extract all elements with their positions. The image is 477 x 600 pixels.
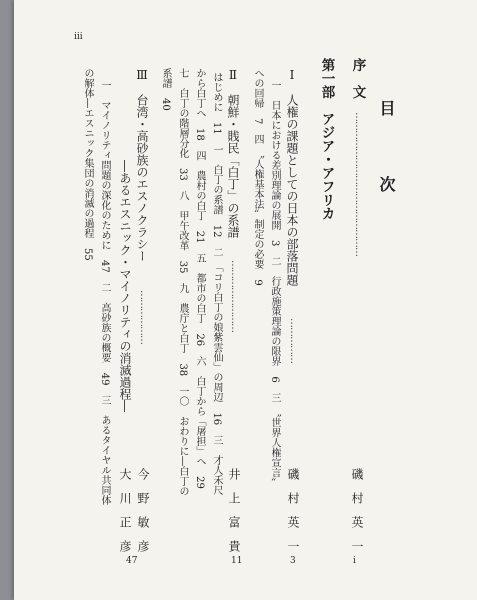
section-3-author: 今 野 敏 彦	[136, 468, 150, 552]
section-2-subsections-cont: 系譜 40	[160, 68, 171, 111]
page-number: iii	[74, 32, 83, 42]
part-title: 第一部 アジア・アフリカ	[318, 58, 335, 220]
leader-dots: ………………	[138, 290, 149, 344]
section-3-subtitle: ―あるエスニック・マイノリティの消滅過程―	[118, 160, 132, 412]
leader-dots: ……………………	[229, 260, 240, 332]
section-2-author: 井 上 富 貴	[227, 468, 241, 552]
section-3-subsections-cont: の解体―エスニック集団の消滅の過程 55	[82, 68, 93, 261]
book-page	[14, 0, 477, 600]
section-3-heading: Ⅲ 台湾・高砂族のエスノクラシー	[135, 68, 149, 262]
section-2-subsections-cont: 七 白丁の階層分化 33 八 甲午改革 35 九 農庁と白丁 38 一〇 おわりに―白丁の	[177, 68, 188, 497]
preface-page: i	[353, 556, 356, 566]
section-1-heading: Ⅰ 人権の課題としての日本の部落問題	[285, 68, 299, 286]
section-2-heading: Ⅱ 朝鮮・賎民「白丁」の系譜	[226, 68, 240, 238]
section-1-author: 磯 村 英 一	[286, 468, 300, 552]
toc-title: 目 次	[377, 100, 396, 214]
section-1-page: 3	[290, 556, 296, 566]
section-1-subsections: 一 日本における差別理論の展開 3 二 行政施策理論の限界 6 三 〝世界人権宣言〟	[269, 80, 280, 488]
section-1-subsections-cont: への回帰 7 四 〝人権基本法〟制定の必要 9	[252, 68, 263, 286]
preface-author: 磯 村 英 一	[350, 468, 364, 552]
leader-dots: ……………	[288, 318, 299, 363]
section-2-page: 11	[231, 556, 243, 566]
preface-label: 序 文	[349, 58, 366, 99]
section-3-subsections: 一 マイノリティ問題の深化のために 47 二 高砂族の概要 49 三 あるタイヤル共同体	[99, 80, 110, 506]
section-3-page: 47	[126, 556, 138, 566]
section-2-subsections-cont: から白丁へ 18 四 農村の白丁 21 五 都市の白丁 26 六 白丁から「屠担」へ 29	[194, 68, 205, 489]
section-3-author: 大 川 正 彦	[118, 468, 132, 552]
leader-dots: …………………………………………	[353, 112, 364, 256]
section-2-subsections: はじめに 11 一 白丁の系譜 12 二 「コリ白丁の娘紫雲仙」の周辺 16 三 才人禾尺	[211, 72, 222, 496]
